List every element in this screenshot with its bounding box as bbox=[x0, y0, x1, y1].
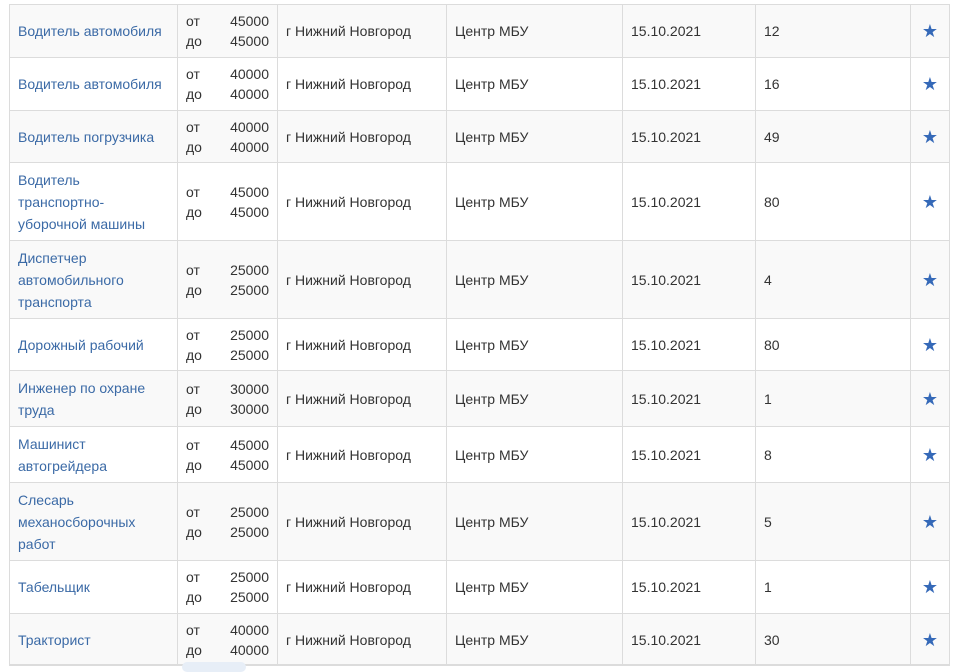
salary-to-value: 30000 bbox=[230, 400, 269, 417]
salary-to-value: 40000 bbox=[230, 641, 269, 658]
vacancy-title-cell bbox=[10, 319, 178, 371]
employer-cell: Центр МБУ bbox=[447, 483, 623, 561]
salary-to-line bbox=[186, 280, 269, 300]
favorite-cell bbox=[911, 111, 950, 163]
salary-from-line bbox=[186, 379, 269, 399]
salary-to-line bbox=[186, 31, 269, 51]
vacancy-title-link[interactable]: Диспетчер автомобильного транспорта bbox=[18, 249, 124, 310]
favorite-cell bbox=[911, 427, 950, 483]
salary-to-value: 45000 bbox=[230, 203, 269, 220]
table-row bbox=[10, 163, 950, 241]
table-row bbox=[10, 241, 950, 319]
salary-from-label: от bbox=[186, 380, 200, 397]
salary-cell bbox=[178, 163, 278, 241]
star-icon[interactable]: ★ bbox=[921, 444, 939, 465]
salary-from-line bbox=[186, 11, 269, 31]
salary-cell bbox=[178, 614, 278, 666]
salary-cell bbox=[178, 319, 278, 371]
table-row bbox=[10, 5, 950, 58]
salary-cell bbox=[178, 5, 278, 58]
salary-to-label: до bbox=[186, 138, 202, 155]
employer-cell: Центр МБУ bbox=[447, 561, 623, 614]
salary-to-label: до bbox=[186, 33, 202, 49]
table-row bbox=[10, 371, 950, 427]
salary-to-label: до bbox=[186, 641, 202, 658]
vacancy-title-cell bbox=[10, 371, 178, 427]
date-cell: 15.10.2021 bbox=[623, 483, 756, 561]
count-cell: 49 bbox=[756, 111, 911, 163]
scroll-hint bbox=[182, 662, 246, 672]
salary-from-label: от bbox=[186, 118, 200, 135]
employer-cell: Центр МБУ bbox=[447, 111, 623, 163]
salary-to-label: до bbox=[186, 346, 202, 363]
table-bottom-border bbox=[9, 664, 949, 665]
salary-to-label: до bbox=[186, 589, 202, 605]
salary-from-label: от bbox=[186, 503, 200, 520]
vacancy-title-cell bbox=[10, 561, 178, 614]
date-cell: 15.10.2021 bbox=[623, 241, 756, 319]
table-row bbox=[10, 561, 950, 614]
count-cell: 12 bbox=[756, 5, 911, 58]
vacancy-title-link[interactable]: Инженер по охране труда bbox=[18, 379, 146, 418]
vacancy-title-link[interactable]: Водитель автомобиля bbox=[18, 23, 162, 39]
city-cell: г Нижний Новгород bbox=[278, 561, 447, 614]
salary-to-value: 45000 bbox=[230, 456, 269, 473]
city-cell: г Нижний Новгород bbox=[278, 163, 447, 241]
salary-from-line bbox=[186, 620, 269, 640]
favorite-cell bbox=[911, 163, 950, 241]
date-cell: 15.10.2021 bbox=[623, 58, 756, 111]
salary-from-value: 40000 bbox=[230, 621, 269, 638]
favorite-cell bbox=[911, 483, 950, 561]
salary-from-line bbox=[186, 567, 269, 587]
date-cell: 15.10.2021 bbox=[623, 614, 756, 666]
favorite-cell bbox=[911, 58, 950, 111]
employer-cell: Центр МБУ bbox=[447, 427, 623, 483]
vacancy-title-link[interactable]: Табельщик bbox=[18, 579, 90, 595]
salary-from-line bbox=[186, 182, 269, 202]
vacancy-title-cell bbox=[10, 5, 178, 58]
favorite-cell bbox=[911, 614, 950, 666]
employer-cell: Центр МБУ bbox=[447, 319, 623, 371]
salary-cell bbox=[178, 561, 278, 614]
favorite-cell bbox=[911, 319, 950, 371]
vacancy-title-cell bbox=[10, 58, 178, 111]
star-icon[interactable]: ★ bbox=[921, 191, 939, 212]
table-row bbox=[10, 58, 950, 111]
vacancy-title-link[interactable]: Слесарь механосборочных работ bbox=[18, 491, 136, 552]
vacancy-title-cell bbox=[10, 427, 178, 483]
count-cell: 1 bbox=[756, 371, 911, 427]
star-icon[interactable]: ★ bbox=[921, 21, 939, 41]
table-row bbox=[10, 483, 950, 561]
count-cell: 30 bbox=[756, 614, 911, 666]
salary-cell bbox=[178, 483, 278, 561]
salary-from-value: 25000 bbox=[230, 326, 269, 343]
vacancy-title-link[interactable]: Водитель автомобиля bbox=[18, 76, 162, 92]
count-cell: 80 bbox=[756, 319, 911, 371]
salary-cell bbox=[178, 427, 278, 483]
employer-cell: Центр МБУ bbox=[447, 5, 623, 58]
salary-to-label: до bbox=[186, 86, 202, 102]
salary-from-value: 40000 bbox=[230, 66, 269, 82]
salary-to-value: 25000 bbox=[230, 346, 269, 363]
salary-to-label: до bbox=[186, 281, 202, 298]
salary-cell bbox=[178, 371, 278, 427]
favorite-cell bbox=[911, 5, 950, 58]
salary-cell bbox=[178, 58, 278, 111]
salary-from-line bbox=[186, 325, 269, 345]
star-icon[interactable]: ★ bbox=[921, 126, 939, 147]
salary-to-line bbox=[186, 399, 269, 419]
salary-to-line bbox=[186, 640, 269, 660]
salary-from-line bbox=[186, 260, 269, 280]
salary-from-label: от bbox=[186, 261, 200, 278]
salary-to-line bbox=[186, 345, 269, 365]
salary-from-value: 25000 bbox=[230, 569, 269, 585]
count-cell: 1 bbox=[756, 561, 911, 614]
employer-cell: Центр МБУ bbox=[447, 371, 623, 427]
salary-to-line bbox=[186, 84, 269, 104]
employer-cell: Центр МБУ bbox=[447, 58, 623, 111]
favorite-cell bbox=[911, 561, 950, 614]
salary-cell bbox=[178, 241, 278, 319]
vacancies-table bbox=[9, 4, 950, 666]
count-cell: 80 bbox=[756, 163, 911, 241]
star-icon[interactable]: ★ bbox=[921, 334, 939, 355]
count-cell: 8 bbox=[756, 427, 911, 483]
salary-from-value: 45000 bbox=[230, 436, 269, 453]
salary-from-line bbox=[186, 64, 269, 84]
salary-from-value: 45000 bbox=[230, 13, 269, 29]
star-icon[interactable]: ★ bbox=[921, 388, 939, 409]
star-icon[interactable]: ★ bbox=[921, 577, 939, 597]
salary-to-value: 25000 bbox=[230, 281, 269, 298]
vacancy-title-cell bbox=[10, 483, 178, 561]
star-icon[interactable]: ★ bbox=[921, 269, 939, 290]
salary-from-value: 40000 bbox=[230, 118, 269, 135]
vacancy-title-link[interactable]: Тракторист bbox=[18, 631, 91, 648]
salary-from-label: от bbox=[186, 326, 200, 343]
city-cell: г Нижний Новгород bbox=[278, 5, 447, 58]
salary-from-value: 25000 bbox=[230, 503, 269, 520]
vacancy-title-link[interactable]: Водитель погрузчика bbox=[18, 128, 155, 145]
employer-cell: Центр МБУ bbox=[447, 614, 623, 666]
city-cell: г Нижний Новгород bbox=[278, 58, 447, 111]
salary-to-line bbox=[186, 522, 269, 542]
date-cell: 15.10.2021 bbox=[623, 319, 756, 371]
salary-from-value: 25000 bbox=[230, 261, 269, 278]
star-icon[interactable]: ★ bbox=[921, 74, 939, 94]
salary-from-line bbox=[186, 435, 269, 455]
table-row bbox=[10, 427, 950, 483]
vacancy-title-link[interactable]: Машинист автогрейдера bbox=[18, 435, 107, 474]
favorite-cell bbox=[911, 241, 950, 319]
employer-cell: Центр МБУ bbox=[447, 163, 623, 241]
city-cell: г Нижний Новгород bbox=[278, 241, 447, 319]
salary-to-line bbox=[186, 137, 269, 157]
salary-to-label: до bbox=[186, 456, 202, 473]
date-cell: 15.10.2021 bbox=[623, 371, 756, 427]
salary-from-label: от bbox=[186, 13, 200, 29]
salary-from-label: от bbox=[186, 621, 200, 638]
salary-from-label: от bbox=[186, 436, 200, 453]
city-cell: г Нижний Новгород bbox=[278, 614, 447, 666]
star-icon[interactable]: ★ bbox=[921, 629, 939, 650]
table-row bbox=[10, 614, 950, 666]
vacancies-table-body bbox=[10, 5, 950, 666]
salary-from-label: от bbox=[186, 569, 200, 585]
salary-from-line bbox=[186, 502, 269, 522]
city-cell: г Нижний Новгород bbox=[278, 483, 447, 561]
favorite-cell bbox=[911, 371, 950, 427]
date-cell: 15.10.2021 bbox=[623, 5, 756, 58]
city-cell: г Нижний Новгород bbox=[278, 371, 447, 427]
date-cell: 15.10.2021 bbox=[623, 163, 756, 241]
table-row bbox=[10, 111, 950, 163]
city-cell: г Нижний Новгород bbox=[278, 319, 447, 371]
city-cell: г Нижний Новгород bbox=[278, 427, 447, 483]
count-cell: 16 bbox=[756, 58, 911, 111]
salary-to-value: 45000 bbox=[230, 33, 269, 49]
salary-to-label: до bbox=[186, 203, 202, 220]
salary-to-line bbox=[186, 587, 269, 607]
date-cell: 15.10.2021 bbox=[623, 111, 756, 163]
salary-from-value: 45000 bbox=[230, 183, 269, 200]
vacancy-title-cell bbox=[10, 614, 178, 666]
table-row bbox=[10, 319, 950, 371]
salary-to-label: до bbox=[186, 400, 202, 417]
salary-to-value: 40000 bbox=[230, 86, 269, 102]
vacancy-title-cell bbox=[10, 241, 178, 319]
employer-cell: Центр МБУ bbox=[447, 241, 623, 319]
salary-from-label: от bbox=[186, 183, 200, 200]
salary-from-label: от bbox=[186, 66, 200, 82]
vacancy-title-link[interactable]: Дорожный рабочий bbox=[18, 336, 144, 353]
vacancy-title-link[interactable]: Водитель транспортно-уборочной машины bbox=[18, 171, 146, 232]
salary-to-value: 40000 bbox=[230, 138, 269, 155]
salary-to-value: 25000 bbox=[230, 523, 269, 540]
vacancy-title-cell bbox=[10, 111, 178, 163]
salary-to-label: до bbox=[186, 523, 202, 540]
date-cell: 15.10.2021 bbox=[623, 427, 756, 483]
salary-to-line bbox=[186, 202, 269, 222]
date-cell: 15.10.2021 bbox=[623, 561, 756, 614]
salary-from-line bbox=[186, 117, 269, 137]
star-icon[interactable]: ★ bbox=[921, 511, 939, 532]
count-cell: 4 bbox=[756, 241, 911, 319]
salary-cell bbox=[178, 111, 278, 163]
salary-to-line bbox=[186, 455, 269, 475]
vacancy-title-cell bbox=[10, 163, 178, 241]
salary-from-value: 30000 bbox=[230, 380, 269, 397]
count-cell: 5 bbox=[756, 483, 911, 561]
salary-to-value: 25000 bbox=[230, 589, 269, 605]
city-cell: г Нижний Новгород bbox=[278, 111, 447, 163]
